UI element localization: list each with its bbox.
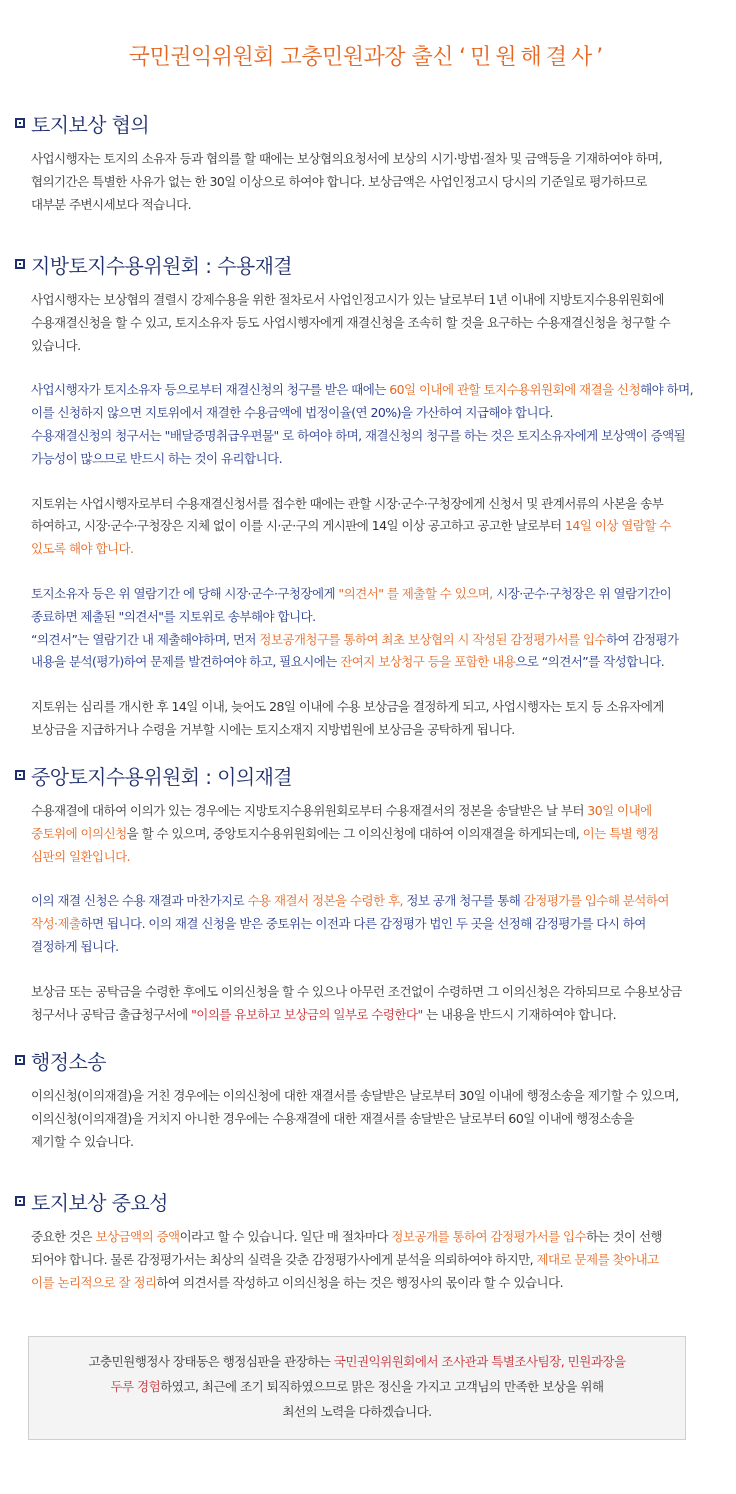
text-line: 이의신청(이의재결)을 거친 경우에는 이의신청에 대한 재결서를 송달받은 날로부터 30일 이내에 행정소송을 제기할 수 있으며,: [31, 1088, 679, 1103]
text-line: 제기할 수 있습니다.: [31, 1133, 134, 1149]
text-line: 수용재결신청의 청구서는 "배달증명취급우편물" 로 하여야 하며, 재결신청의 청구를 하는 것은 토지소유자에게 보상액이 증액될: [31, 427, 686, 443]
text-line: 두루 경험하였고, 최근에 조기 퇴직하였으므로 맑은 정신을 가지고 고객님의 만족한 보상을 위해: [110, 1379, 604, 1394]
paragraph: [31, 890, 721, 958]
highlight-text: 두루 경험: [110, 1379, 161, 1394]
text-line: 이를 논리적으로 잘 정리하여 의견서를 작성하고 이의신청을 하는 것은 행정사의 몫이라 할 수 있습니다.: [31, 1274, 563, 1290]
text-line: 중요한 것은 보상금액의 증액이라고 할 수 있습니다. 일단 매 절차마다 정보공개를 통하여 감정평가서를 입수하는 것이 선행: [31, 1229, 663, 1244]
text-line: 지토위는 사업시행자로부터 수용재결신청서를 접수한 때에는 관할 시장·군수·구청장에게 신청서 및 관계서류의 사본을 송부: [31, 495, 664, 511]
paragraph: [31, 493, 721, 561]
square-bullet-icon: [15, 259, 25, 269]
paragraph: [31, 583, 721, 674]
highlight-text: 정보공개청구를 통하여 최초 보상협의 시 작성된 감정평가서를 입수: [259, 631, 606, 647]
paragraph: [31, 148, 721, 216]
text-line: 가능성이 많으므로 반드시 하는 것이 유리합니다.: [31, 450, 283, 466]
paragraph: [31, 800, 721, 868]
text-line: 고충민원행정사 장태동은 행정심판을 관장하는 국민권익위원회에서 조사관과 특별조사팀장, 민원과장을: [88, 1354, 626, 1369]
section-heading: [15, 762, 715, 788]
highlight-text: 60일 이내에 관할 토지수용위원회에 재결을 신청: [389, 382, 641, 398]
highlight-text: 중토위에 이의신청: [31, 825, 127, 841]
text-line: 사업시행자는 보상협의 결렬시 강제수용을 위한 절차로서 사업인정고시가 있는 날로부터 1년 이내에 지방토지수용위원회에: [31, 292, 664, 307]
text-line: 되어야 합니다. 물론 감정평가서는 최상의 실력을 갖춘 감정평가사에게 분석을 의뢰하여야 하지만, 제대로 문제를 찾아내고: [31, 1251, 659, 1267]
text-line: 중토위에 이의신청을 할 수 있으며, 중앙토지수용위원회에는 그 이의신청에 대하여 이의재결을 하게되는데, 이는 특별 행정: [31, 825, 659, 841]
highlight-text: 수용 재결서 정본을 수령한 후,: [247, 893, 403, 909]
highlight-text: 이는 특별 행정: [582, 825, 659, 841]
text-line: 있습니다.: [31, 337, 81, 353]
text-line: 대부분 주변시세보다 적습니다.: [31, 196, 192, 212]
text-line: 사업시행자가 토지소유자 등으로부터 재결신청의 청구를 받은 때에는 60일 이내에 관할 토지수용위원회에 재결을 신청해야 하며,: [31, 382, 694, 398]
text-line: 보상금을 지급하거나 수령을 거부할 시에는 토지소재지 지방법원에 보상금을 공탁하게 됩니다.: [31, 721, 515, 737]
text-line: 이를 신청하지 않으면 지토위에서 재결한 수용금액에 법정이율(연 20%)을 가산하여 지급해야 합니다.: [31, 405, 553, 421]
section-heading-text: 행정소송: [31, 1049, 106, 1074]
text-line: 청구서나 공탁금 출급청구서에 "이의를 유보하고 보상금의 일부로 수령한다" 는 내용을 반드시 기재하여야 합니다.: [31, 1006, 617, 1022]
text-line: 수용재결신청을 할 수 있고, 토지소유자 등도 사업시행자에게 재결신청을 조속히 할 것을 요구하는 수용재결신청을 청구할 수: [31, 314, 671, 330]
paragraph: [31, 1085, 721, 1153]
section-heading: [15, 110, 715, 136]
section-central-objection: [15, 762, 715, 1026]
square-bullet-icon: [15, 1055, 25, 1065]
highlight-text: 14일 이상 열람할 수: [565, 518, 671, 534]
text-line: 수용재결에 대하여 이의가 있는 경우에는 지방토지수용위원회로부터 수용재결서의 정본을 송달받은 날 부터 30일 이내에: [31, 803, 652, 818]
section-heading: [15, 1047, 715, 1073]
text-line: 결정하게 됩니다.: [31, 938, 119, 954]
text-line: “의견서”는 열람기간 내 제출해야하며, 먼저 정보공개청구를 통하여 최초 보상협의 시 작성된 감정평가서를 입수하여 감정평가: [31, 631, 679, 647]
text-line: 지토위는 심리를 개시한 후 14일 이내, 늦어도 28일 이내에 수용 보상금을 결정하게 되고, 사업시행자는 토지 등 소유자에게: [31, 699, 664, 715]
paragraph: [31, 1226, 721, 1294]
text-line: 이의 재결 신청은 수용 재결과 마찬가지로 수용 재결서 정본을 수령한 후, 정보 공개 청구를 통해 감정평가를 입수해 분석하여: [31, 893, 669, 909]
text-line: 협의기간은 특별한 사유가 없는 한 30일 이상으로 하여야 합니다. 보상금액은 사업인정고시 당시의 기준일로 평가하므로: [31, 173, 647, 189]
text-line: 작성·제출하면 됩니다. 이의 재결 신청을 받은 중토위는 이전과 다른 감정평가 법인 두 곳을 선정해 감정평가를 다시 하여: [31, 916, 646, 932]
highlight-text: 30일 이내에: [587, 803, 652, 818]
square-bullet-icon: [15, 118, 25, 128]
section-heading-text: 토지보상 중요성: [31, 1190, 168, 1215]
section-heading-text: 토지보상 협의: [31, 112, 150, 137]
highlight-text: 보상금액의 증액: [95, 1229, 180, 1244]
text-line: 보상금 또는 공탁금을 수령한 후에도 이의신청을 할 수 있으나 아무런 조건없이 수령하면 그 이의신청은 각하되므로 수용보상금: [31, 983, 682, 999]
text-line: 토지소유자 등은 위 열람기간 에 당해 시장·군수·구청장에게 "의견서" 를 제출할 수 있으며, 시장·군수·구청장은 위 열람기간이: [31, 585, 672, 601]
paragraph: [31, 696, 721, 742]
highlight-text: 감정평가를 입수해 분석하여: [523, 893, 669, 909]
section-importance: [15, 1188, 715, 1294]
title-text: 국민권익위원회 고충민원과장 출신: [128, 45, 454, 70]
section-heading-text: 중앙토지수용위원회 : 이의재결: [31, 764, 293, 789]
text-line: 내용을 분석(평가)하여 문제를 발견하여야 하고, 필요시에는 잔여지 보상청구 등을 포함한 내용으로 “의견서”를 작성합니다.: [31, 654, 665, 670]
paragraph: [31, 289, 721, 357]
highlight-text: 이를 논리적으로 잘 정리: [31, 1274, 157, 1290]
text-line: 있도록 해야 합니다.: [31, 541, 134, 557]
text-line: 하여하고, 시장·군수·구청장은 지체 없이 이를 시·군·구의 게시판에 14일 이상 공고하고 공고한 날로부터 14일 이상 열람할 수: [31, 518, 671, 534]
section-heading: [15, 251, 715, 277]
section-local-expropriation: [15, 251, 715, 742]
text-line: 최선의 노력을 다하겠습니다.: [282, 1404, 432, 1419]
text-line: 사업시행자는 토지의 소유자 등과 협의를 할 때에는 보상협의요청서에 보상의 시기·방법·절차 및 금액등을 기재하여야 하며,: [31, 151, 663, 166]
highlight-text: 국민권익위원회에서 조사관과 특별조사팀장, 민원과장을: [333, 1354, 626, 1369]
section-land-compensation-negotiation: [15, 110, 715, 216]
highlight-text: "이의를 유보하고 보상금의 일부로 수령한다": [191, 1006, 423, 1022]
page-title: [0, 40, 736, 71]
square-bullet-icon: [15, 770, 25, 780]
text-line: 심판의 일환입니다.: [31, 848, 131, 864]
closing-box: [28, 1336, 686, 1440]
paragraph: [31, 981, 721, 1027]
highlight-text: 제대로 문제를 찾아내고: [536, 1251, 659, 1267]
paragraph: [31, 379, 721, 470]
highlight-text: 작성·제출: [31, 916, 81, 932]
text-line: 종료하면 제출된 "의견서"를 지토위로 송부해야 합니다.: [31, 608, 316, 624]
section-administrative-litigation: [15, 1047, 715, 1153]
highlight-text: 잔여지 보상청구 등을 포함한 내용: [340, 654, 516, 670]
text-line: 이의신청(이의재결)을 거치지 아니한 경우에는 수용재결에 대한 재결서를 송달받은 날로부터 60일 이내에 행정소송을: [31, 1110, 634, 1126]
section-heading-text: 지방토지수용위원회 : 수용재결: [31, 253, 293, 278]
brand-text: ‘민원해결사’: [459, 45, 608, 70]
section-heading: [15, 1188, 715, 1214]
highlight-text: 정보공개를 통하여 감정평가서를 입수: [391, 1229, 587, 1244]
square-bullet-icon: [15, 1196, 25, 1206]
highlight-text: "의견서" 를 제출할 수 있으며,: [338, 585, 493, 601]
